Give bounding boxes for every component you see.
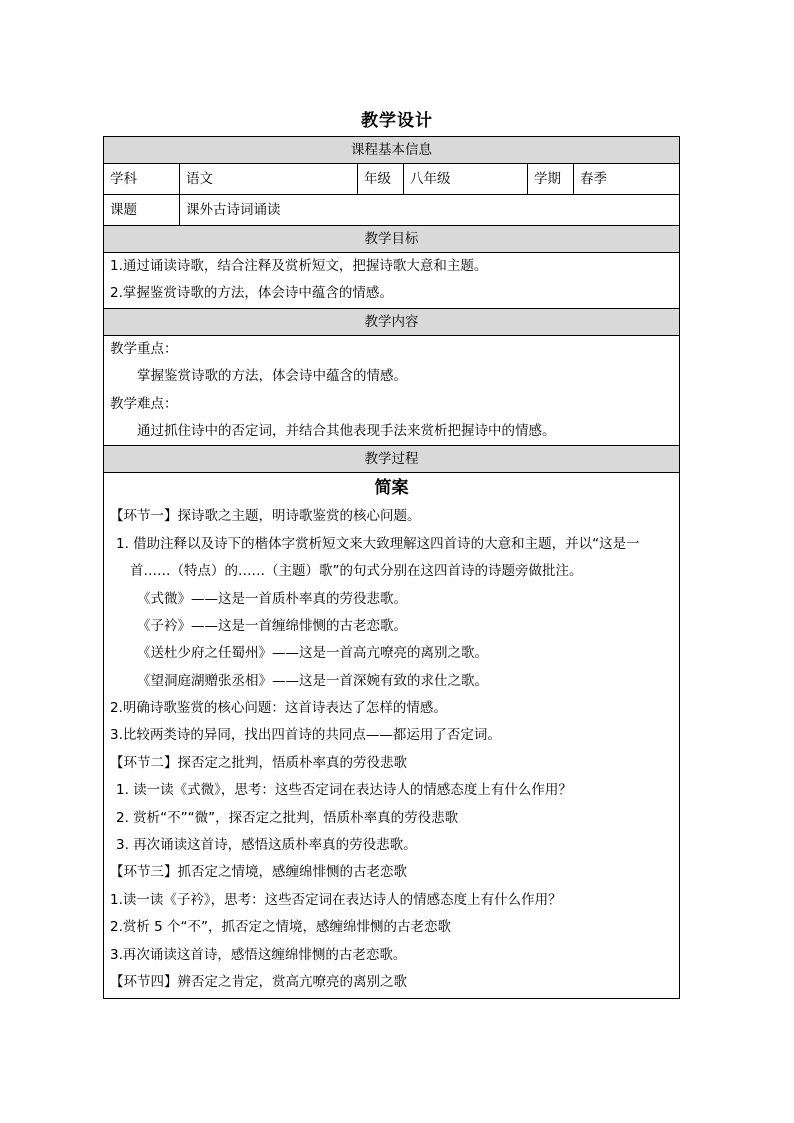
process-line: 【环节三】抓否定之情境，感缠绵悱恻的古老恋歌 [110,864,407,881]
topic-row [104,195,679,226]
info-row [104,164,679,195]
section-basic-info: 课程基本信息 [104,137,679,164]
difficulty-text: 通过抓住诗中的否定词，并结合其他表现手法来赏析把握诗中的情感。 [137,422,556,439]
process-line: 1. 读一读《式微》，思考：这些否定词在表达诗人的情感态度上有什么作用？ [116,782,572,799]
process-line: 1. 借助注释以及诗下的楷体字赏析短文来大致理解这四首诗的大意和主题，并以“这是一 [116,535,640,552]
difficulty-label: 教学难点： [110,395,178,412]
process-block [104,473,679,998]
section-content: 教学内容 [104,309,679,336]
subject-label: 学科 [104,164,180,194]
process-line: 【环节二】探否定之批判，悟质朴率真的劳役悲歌 [110,754,407,771]
process-line: 2.赏析 5 个“不”，抓否定之情境，感缠绵悱恻的古老恋歌 [110,919,452,936]
process-line: 3.再次诵读这首诗，感悟这缠绵悱恻的古老恋歌。 [110,946,407,963]
term-label: 学期 [528,164,574,194]
process-title: 简案 [374,478,409,499]
grade-label: 年级 [358,164,404,194]
key-point-text: 掌握鉴赏诗歌的方法，体会诗中蕴含的情感。 [137,368,407,385]
topic-label: 课题 [104,195,180,225]
process-line: 2. 赏析“不”“微”，探否定之批判，悟质朴率真的劳役悲歌 [116,809,459,826]
section-process: 教学过程 [104,446,679,473]
process-line: 3. 再次诵读这首诗，感悟这质朴率真的劳役悲歌。 [116,837,417,854]
goal-item: 2.掌握鉴赏诗歌的方法，体会诗中蕴含的情感。 [110,285,393,302]
grade-value: 八年级 [404,164,528,194]
content-block [104,336,679,447]
section-goals: 教学目标 [104,226,679,253]
process-line: 《式微》——这是一首质朴率真的劳役悲歌。 [137,590,407,607]
process-line: 《望洞庭湖赠张丞相》——这是一首深婉有致的求仕之歌。 [137,672,488,689]
process-line: 1.读一读《子衿》，思考：这些否定词在表达诗人的情感态度上有什么作用？ [110,891,562,908]
process-line: 3.比较两类诗的异同，找出四首诗的共同点——都运用了否定词。 [110,727,501,744]
process-line: 2.明确诗歌鉴赏的核心问题：这首诗表达了怎样的情感。 [110,700,447,717]
term-value: 春季 [580,171,607,187]
process-line: 【环节一】探诗歌之主题，明诗歌鉴赏的核心问题。 [110,508,421,525]
process-line: 《送杜少府之任蜀州》——这是一首高亢嘹亮的离别之歌。 [137,645,488,662]
goals-block [104,253,679,309]
key-point-label: 教学重点： [110,340,178,357]
lesson-plan-table [103,136,680,999]
process-line: 《子衿》——这是一首缠绵悱恻的古老恋歌。 [137,617,407,634]
process-line: 首……（特点）的……（主题）歌”的句式分别在这四首诗的诗题旁做批注。 [130,563,583,580]
subject-value: 语文 [180,164,358,194]
goal-item: 1.通过诵读诗歌，结合注释及赏析短文，把握诗歌大意和主题。 [110,258,488,274]
document-title: 教学设计 [361,111,433,131]
topic-value: 课外古诗词诵读 [186,202,281,218]
process-line: 【环节四】辨否定之肯定，赏高亢嘹亮的离别之歌 [110,973,407,990]
